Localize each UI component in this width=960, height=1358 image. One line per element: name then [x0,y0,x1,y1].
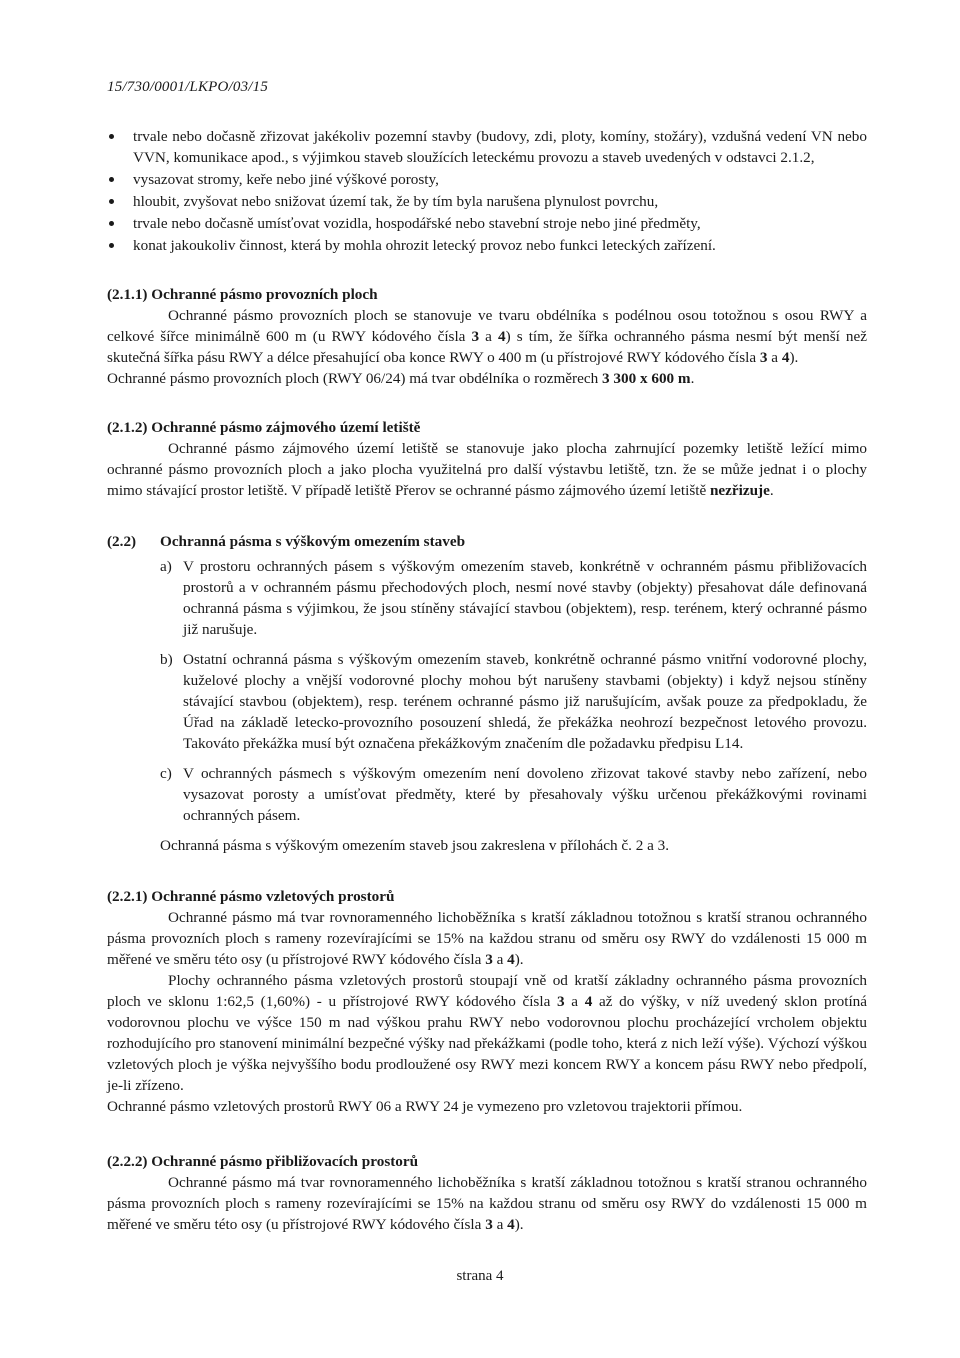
item-text: V ochranných pásmech s výškovým omezením není dovoleno zřizovat takové stavby nebo zařízení, nebo vysazovat porosty a umísťovat předměty, které by přesahovaly výšku určenou překážkovými rovinami ochranných pásem. [183,765,867,824]
section-2-2-2 [107,1151,867,1235]
paragraph [107,438,867,501]
text-run: až do výšky, v níž uvedený sklon protíná vodorovnou plochu ve výšce 150 m nad výškou prahu RWY nebo vodorovnou plochu procházející vrcholem objektu rozhodujícího pro stanovení minimální bezpečné výšky nad překážkami (podle toho, která z nich leží výše). Výchozí výškou vzletových ploch je výška nejvyššího bodu prodloužené osy RWY mezi koncem RWY a koncem pásu RWY nebo předpolí, je-li zřízeno. [107,993,867,1094]
list-item: hloubit, zvyšovat nebo snižovat území tak, že by tím byla narušena plynulost povrchu, [107,191,867,212]
page-number: strana 4 [456,1268,504,1284]
section-heading: (2.2.2) Ochranné pásmo přibližovacích prostorů [107,1153,419,1170]
bold-run: nezřizuje [709,482,770,499]
section-number: (2.2) [107,533,137,550]
bold-run: 3 [485,1216,493,1233]
bold-run: 3 [485,951,493,968]
page-content [107,126,867,1235]
paragraph [107,1172,867,1235]
document-reference: 15/730/0001/LKPO/03/15 [107,79,269,95]
bold-run: 3 [556,993,565,1010]
item-text: V prostoru ochranných pásem s výškovým omezením staveb, konkrétně v ochranném pásmu přibližovacích prostorů a v ochranném pásmu přechodových ploch, nesmí nové stavby (objekty) přesahovat dále definovaná ochranná pásma s výjimkou, že jsou stíněny stávající stavbou (objektem), resp. terénem, který ochranné pásmo již narušuje. [183,558,867,638]
paragraph [107,970,867,1096]
text-run: Ochranné pásmo má tvar rovnoramenného lichoběžníka s kratší základnou totožnou s kratší stranou ochranného pásma provozních ploch s rameny rozevírajícími se 15% na každou stranu od směru osy RWY do vzdálenosti 15 000 m měřené ve směru této osy (u přístrojové RWY kódového čísla [107,1174,867,1233]
bold-run: 3 [471,328,480,345]
item-letter: a) [160,558,172,575]
text-run: ) s tím, že šířka ochranného pásma nesmí být menší než skutečná šířka pásu RWY a délce přesahující oba konce RWY o 400 m (u přístrojové RWY kódového čísla [107,328,867,366]
bold-run: 4 [497,328,506,345]
paragraph: Ochranné pásmo vzletových prostorů RWY 06 a RWY 24 je vymezeno pro vzletovou trajektorii přímou. [107,1098,743,1115]
item-letter: c) [160,765,172,782]
section-2-1-1 [107,284,867,389]
text-run: ). [514,1216,524,1233]
item-letter: b) [160,651,173,668]
paragraph [107,368,867,389]
text-run: Ochranné pásmo zájmového území letiště se stanovuje jako plocha zahrnující pozemky letiště ležící mimo ochranné pásmo provozních ploch a jako plocha využitelná pro další výstavbu letiště, tzn. že se může jednat i o plochy mimo stávající prostor letiště. V případě letiště Přerov se ochranné pásmo zájmového území letiště [107,440,867,499]
text-run: a [492,951,508,968]
text-run: a [767,349,782,366]
paragraph: Ochranná pásma s výškovým omezením staveb jsou zakreslena v přílohách č. 2 a 3. [160,837,670,854]
section-2-2 [107,531,867,856]
text-run: a [492,1216,508,1233]
text-run: Plochy ochranného pásma vzletových prostorů stoupají vně od kratší základny ochranného pásma provozních ploch ve sklonu 1:62,5 (1,60%) - u přístrojové RWY kódového čísla [107,972,867,1010]
section-2-2-1 [107,886,867,1117]
bold-run: 3 300 x 600 m [601,370,691,387]
paragraph [107,907,867,970]
paragraph [107,305,867,368]
list-item [160,556,867,640]
text-run: Ochranné pásmo provozních ploch se stanovuje ve tvaru obdélníka s podélnou osou totožnou s osou RWY a celkové šířce minimálně 600 m (u RWY kódového čísla [107,307,867,345]
list-item: konat jakoukoliv činnost, která by mohla ohrozit letecký provoz nebo funkci leteckých zařízení. [107,235,867,256]
list-item: trvale nebo dočasně zřizovat jakékoliv pozemní stavby (budovy, zdi, ploty, komíny, stožáry), vzdušná vedení VN nebo VVN, komunikace apod., s výjimkou staveb sloužících leteckému provozu a staveb uvedených v odstavci 2.1.2, [107,126,867,168]
lettered-list [160,556,867,826]
text-run: ). [789,349,799,366]
section-title: Ochranná pásma s výškovým omezením staveb [160,533,466,550]
section-heading: (2.1.1) Ochranné pásmo provozních ploch [107,286,378,303]
text-run: Ochranné pásmo má tvar rovnoramenného lichoběžníka s kratší základnou totožnou s kratší stranou ochranného pásma provozních ploch s rameny rozevírajícími se 15% na každou stranu od směru osy RWY do vzdálenosti 15 000 m měřené ve směru této osy (u přístrojové RWY kódového čísla [107,909,867,968]
section-heading [107,531,867,552]
item-text: Ostatní ochranná pásma s výškovým omezením staveb, konkrétně ochranné pásmo vnitřní vodorovné plochy, kuželové plochy a vnější vodorovné plochy mohou být narušeny stavbami (objekty) i když nejsou stíněny stávající stavbou (objektem), resp. terénem ochranné pásmo již narušujícím, avšak pouze za předpokladu, že Úřad na základě letecko-provozního posouzení shledá, že překážka neohrozí bezpečnost letového provozu. Takováto překážka musí být označena překážkovým značením dle požadavku předpisu L14. [183,651,867,752]
bold-run: 4 [781,349,790,366]
list-item: trvale nebo dočasně umísťovat vozidla, hospodářské nebo stavební stroje nebo jiné předměty, [107,213,867,234]
text-run: a [479,328,498,345]
list-item [160,763,867,826]
text-run: a [564,993,585,1010]
list-item [160,649,867,754]
bold-run: 4 [507,1216,515,1233]
text-run: . [690,370,695,387]
text-run: Ochranné pásmo provozních ploch (RWY 06/24) má tvar obdélníka o rozměrech [107,370,602,387]
section-heading: (2.1.2) Ochranné pásmo zájmového území letiště [107,419,421,436]
bold-run: 4 [507,951,515,968]
prohibition-list [107,126,867,256]
text-run: . [769,482,774,499]
section-heading: (2.2.1) Ochranné pásmo vzletových prostorů [107,888,395,905]
bold-run: 3 [759,349,768,366]
bold-run: 4 [584,993,593,1010]
text-run: ). [514,951,524,968]
section-2-1-2 [107,417,867,501]
list-item: vysazovat stromy, keře nebo jiné výškové porosty, [107,169,867,190]
